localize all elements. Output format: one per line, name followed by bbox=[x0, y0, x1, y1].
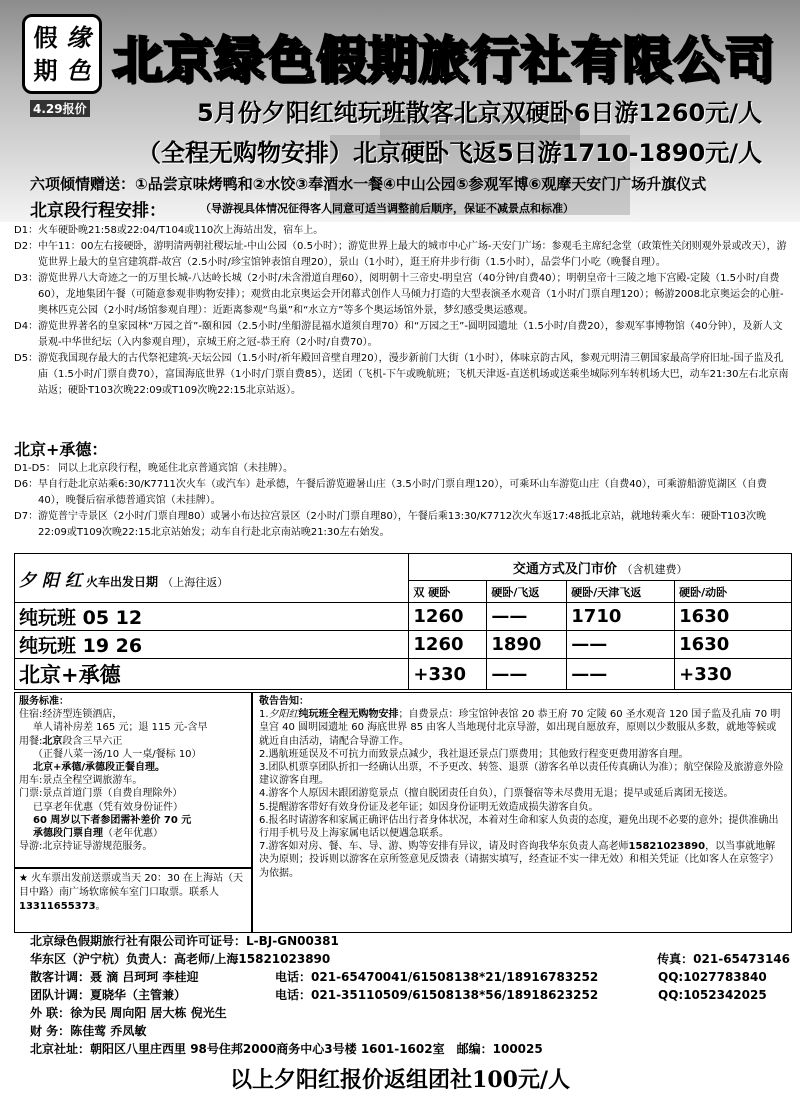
day-label: D4： bbox=[14, 321, 39, 332]
train-date-label: 火车出发日期 bbox=[86, 574, 159, 589]
tickets-title: 交通方式及门市价 bbox=[512, 561, 617, 577]
notice-item: 5.提醒游客带好有效身份证及老年证；如因身份证明无效造成损失游客自负。 bbox=[259, 801, 599, 813]
notice-text: ；自费景点：珍宝馆钟表馆 20 恭王府 70 定陵 60 圣水观音 120 国子监及孔庙 70 明皇宫 40 圆明园遗址 60 海底世界 85 由客人当地现付北京导游，如出现自愿放弃，原则以少数服从多数，就地等候或就近自由活动，请配合导游工作。 bbox=[259, 709, 781, 747]
column-header: 硬卧/动卧 bbox=[675, 581, 792, 603]
finance-label: 财 务： bbox=[30, 1024, 71, 1038]
scatter-label: 散客计调： bbox=[30, 970, 91, 984]
standards-part: 用餐: bbox=[19, 735, 43, 747]
star-icon: ★ bbox=[19, 873, 28, 884]
standards-part: 承德段门票自理 bbox=[33, 828, 103, 840]
notice-item: 6.报名时请游客和家属正确评估出行者身体状况，本着对生命和家人负责的态度，避免出现不必要的意外；提供准确出行用手机号及上海家属电话以便遇急联系。 bbox=[259, 814, 779, 840]
fax-label: 传真： bbox=[657, 952, 694, 966]
notice-text: 7.游客如对房、餐、车、导、游、购等安排有异议，请及时咨询我华东负责人高老师 bbox=[259, 841, 629, 853]
beijing-itinerary-heading: 北京段行程安排： bbox=[30, 201, 166, 221]
scatter-names: 聂 滴 吕珂珂 李桂迎 bbox=[90, 970, 199, 984]
notice-item bbox=[259, 840, 785, 880]
notice-text: ，以当事就地解决为原则；投诉则以游客在京所签意见反馈表（请据实填写，经查证不实一律无效）和相关凭证（比如客人在京签字）为依据。 bbox=[259, 841, 779, 879]
column-header: 双 硬卧 bbox=[409, 581, 487, 603]
row-name: 纯玩班 05 12 bbox=[15, 603, 409, 631]
group-qq: QQ:1052342025 bbox=[658, 988, 767, 1002]
day-text: 早自行赴北京站乘6:30/K7711次火车（或汽车）赴承德，午餐后游览避暑山庄（3.5小时/门票自理120），可乘环山车游览山庄（自费40），可乘游船游览湖区（自费40），晚餐后宿承德普通宾馆（未挂牌）。 bbox=[38, 479, 767, 506]
standards-line: 门票:景点首道门票（自费自理除外） bbox=[19, 788, 183, 800]
day-text: 游览我国现存最大的古代祭祀建筑-天坛公园（1.5小时/祈年殿回音壁自理20），漫步新前门大街（1小时），体味京韵古风，参观元明清三朝国家最高学府旧址-国子监及孔庙（1.5小时/门票自费70），富国海底世界（1小时/门票自费85），送团（飞机-下午或晚航班；飞机天津返-直送机场或送乘坐城际列车转机场大巴，动车21:30左右北京南站返；硬卧T103次晚22:09或T109次晚22:15北京站返）。 bbox=[38, 353, 789, 396]
phone-label: 电话： bbox=[275, 970, 312, 984]
day-label: D6： bbox=[14, 479, 39, 490]
standards-part: 北京 bbox=[42, 735, 63, 747]
day-text: 游览世界八大奇迹之一的万里长城-八达岭长城（2小时/未含滑道自理60），阅明朝十三帝史-明皇宫（40分钟/自费40）；明朝皇帝十三陵之地下宫殿-定陵（1.5小时/自费60），龙地集团午餐（可随意参观非购物安排）；观赏由北京奥运会开闭幕式创作人马倾力打造的大型表演圣水观音（1小时/门票自理120）；畅游2008北京奥运会的心脏-奥林匹克公园（2小时/场馆参观自理）：近距离参观“鸟巢”和“水立方”等多个奥运场馆外景，梦幻感受奥运感观。 bbox=[38, 273, 784, 316]
standards-line bbox=[19, 735, 247, 748]
column-header: 硬卧/天津飞返 bbox=[567, 581, 675, 603]
itinerary-day bbox=[14, 271, 792, 319]
footer-row bbox=[30, 1040, 790, 1058]
price-cell: —— bbox=[567, 631, 675, 659]
east-label: 华东区（沪宁杭）负责人： bbox=[30, 952, 175, 966]
chengde-itinerary bbox=[14, 461, 792, 541]
phone-number: 021-65470041/61508138*21/18916783252 bbox=[311, 970, 599, 984]
tour-subtitle-2: （全程无购物安排）北京硬卧飞返5日游1710-1890元/人 bbox=[136, 139, 762, 167]
standards-part: （老年优惠） bbox=[103, 828, 163, 840]
standards-line: 60 周岁以下者参团需补差价 70 元 bbox=[33, 814, 192, 826]
day-label: D1： bbox=[14, 225, 39, 236]
sunset-brand: 夕阳红 bbox=[268, 709, 299, 721]
company-title: 北京绿色假期旅行社有限公司 bbox=[112, 31, 775, 89]
footer-row bbox=[30, 1022, 790, 1040]
price-table bbox=[14, 553, 792, 690]
phone-label: 电话： bbox=[275, 988, 312, 1002]
logo-char: 色 bbox=[66, 55, 91, 85]
address: 朝阳区八里庄西里 98号住邦2000商务中心3号楼 1601-1602室 bbox=[90, 1042, 445, 1056]
sunset-brand: 夕 阳 红 bbox=[19, 570, 82, 591]
standards-line bbox=[19, 827, 247, 840]
beijing-itinerary bbox=[14, 223, 792, 399]
price-cell: +330 bbox=[409, 659, 487, 690]
scatter-qq: QQ:1027783840 bbox=[658, 970, 767, 984]
notice-item: 3.团队机票享团队折扣一经确认出票，不予更改、转签、退票（游客名单以责任传真确认为准）；航空保险及旅游意外险建议游客自理。 bbox=[259, 762, 784, 787]
day-text: 游览普宁寺景区（2小时/门票自理80）或暑小布达拉宫景区（2小时/门票自理80），午餐后乘13:30/K7712次火车返17:48抵北京站，就地转乘火车：硬卧T103次晚22:09或T109次晚22:15北京站始发；动车自行赴北京南站晚21:30左右始发。 bbox=[38, 511, 767, 538]
license-label: 北京绿色假期旅行社有限公司许可证号： bbox=[30, 934, 247, 948]
group-label: 团队计调： bbox=[30, 988, 91, 1002]
row-name: 纯玩班 19 26 bbox=[15, 631, 409, 659]
notice-item bbox=[259, 708, 785, 748]
east-person: 高老师/上海15821023890 bbox=[174, 952, 331, 966]
price-date: 4.29报价 bbox=[30, 100, 90, 117]
itinerary-day bbox=[14, 509, 792, 541]
price-cell: +330 bbox=[675, 659, 792, 690]
price-cell: 1630 bbox=[675, 603, 792, 631]
footer-row bbox=[30, 950, 790, 968]
notice-item: 4.游客个人原因未跟团游览景点（擅自脱团责任自负），门票餐宿等未尽费用无退；提早或延后离团无接送。 bbox=[259, 788, 734, 800]
day-label: D5： bbox=[14, 353, 39, 364]
scatter-planner bbox=[30, 968, 275, 986]
fax bbox=[657, 950, 790, 968]
group-phone bbox=[275, 986, 658, 1004]
train-date-header bbox=[15, 554, 409, 603]
logo-char: 假 bbox=[33, 22, 58, 52]
scatter-phone bbox=[275, 968, 658, 986]
price-cell: 1630 bbox=[675, 631, 792, 659]
notices bbox=[252, 692, 792, 933]
standards-title: 服务标准： bbox=[19, 696, 69, 707]
standards-line: 用车:景点全程空调旅游车。 bbox=[19, 775, 143, 787]
itinerary-day bbox=[14, 461, 792, 477]
contact-phone: 13311655373 bbox=[19, 901, 96, 912]
license-number: L-BJ-GN00381 bbox=[246, 934, 339, 948]
day-label: D2： bbox=[14, 241, 39, 252]
notice-item: 2.遇航班延误及不可抗力而致景点减少，我社退还景点门票费用；其他致行程变更费用游客自理。 bbox=[259, 748, 689, 760]
group-names: 夏晓华（主管兼） bbox=[90, 988, 187, 1002]
standards-line: 住宿:经济型连锁酒店， bbox=[19, 709, 123, 721]
postcode: 100025 bbox=[492, 1042, 543, 1056]
standards-line: 单人请补房差 165 元；退 115 元-含早 bbox=[33, 722, 208, 734]
outside-names: 徐为民 周向阳 居大栋 倪光生 bbox=[70, 1006, 227, 1020]
column-header: 硬卧/飞返 bbox=[487, 581, 567, 603]
price-cell: 1260 bbox=[409, 603, 487, 631]
footer-row bbox=[30, 1004, 790, 1022]
standards-line: 北京+承德/承德段正餐自理。 bbox=[33, 762, 166, 774]
service-standards bbox=[14, 692, 252, 868]
east-manager bbox=[30, 950, 657, 968]
day-text: 游览世界著名的皇家园林“万园之首”-颐和园（2.5小时/坐船游昆福水道须自理70）和“万园之王”-圆明园遗址（1.5小时/自费20），参观军事博物馆（40分钟），及新人文景观-中华世纪坛（入内参观自理），京城王府之冠-恭王府（2小时/自费70）。 bbox=[38, 321, 783, 348]
row-name: 北京+承德 bbox=[15, 659, 409, 690]
footer-row bbox=[30, 986, 790, 1004]
footer-row bbox=[30, 968, 790, 986]
company-logo bbox=[22, 14, 102, 94]
logo-char: 缘 bbox=[66, 22, 91, 52]
address-label: 北京社址： bbox=[30, 1042, 91, 1056]
tickets-header bbox=[409, 554, 792, 581]
notice-number: 1. bbox=[259, 709, 269, 721]
day-text: 火车硬卧晚21:58或22:04/T104或110次上海站出发，宿车上。 bbox=[38, 225, 324, 236]
chengde-heading: 北京+承德： bbox=[14, 440, 108, 459]
table-row bbox=[15, 659, 792, 690]
gift-list: 六项倾情赠送：①品尝京味烤鸭和②水饺③奉酒水一餐④中山公园⑤参观军博⑥观摩天安门广场升旗仪式 bbox=[30, 175, 707, 193]
standards-line: 已享老年优惠（凭有效身份证件） bbox=[33, 801, 183, 813]
ticket-notice-text: 火车票出发前送票或当天 20：30 在上海站（天目中路）南广场软席候车室门口取票。联系人 bbox=[19, 873, 243, 898]
price-cell: —— bbox=[487, 603, 567, 631]
fax-number: 021-65473146 bbox=[693, 952, 790, 966]
itinerary-day bbox=[14, 351, 792, 399]
tickets-note: （含机建费） bbox=[621, 562, 688, 576]
price-table-header bbox=[15, 554, 792, 581]
price-cell: 1260 bbox=[409, 631, 487, 659]
standards-line: （正餐八菜一汤/10 人一桌/餐标 10） bbox=[33, 748, 202, 760]
logo-char: 期 bbox=[33, 55, 58, 85]
phone-number: 021-35110509/61508138*56/18918623252 bbox=[311, 988, 599, 1002]
group-planner bbox=[30, 986, 275, 1004]
contact-phone: 15821023890 bbox=[628, 841, 706, 853]
standards-part: 段含三早六正 bbox=[62, 735, 123, 747]
day-text: 中午11：00左右接硬卧，游明清两朝社稷坛址-中山公园（0.5小时）；游览世界上最大的城市中心广场-天安门广场：参观毛主席纪念堂（政策性关闭则观外景或改天），游览世界上最大的皇宫建筑群-故宫（2.5小时/珍宝馆钟表馆自理20），景山（1小时），逛王府井步行街（1.5小时），品尝华门小吃（晚餐自理）。 bbox=[38, 241, 787, 268]
price-cell: —— bbox=[567, 659, 675, 690]
price-cell: 1710 bbox=[567, 603, 675, 631]
itinerary-day bbox=[14, 239, 792, 271]
itinerary-day bbox=[14, 477, 792, 509]
table-row bbox=[15, 603, 792, 631]
rebate-line: 以上夕阳红报价返组团社100元/人 bbox=[230, 1067, 570, 1093]
itinerary-note: （导游视具体情况征得客人同意可适当调整前后顺序，保证不减景点和标准） bbox=[200, 202, 574, 215]
day-label: D3： bbox=[14, 273, 39, 284]
outside-label: 外 联： bbox=[30, 1006, 71, 1020]
notice-bold: 纯玩班全程无购物安排 bbox=[298, 709, 399, 721]
finance-names: 陈佳莺 乔凤敏 bbox=[70, 1024, 147, 1038]
train-ticket-notice bbox=[14, 868, 252, 933]
price-cell: 1890 bbox=[487, 631, 567, 659]
footer-contacts bbox=[30, 932, 790, 1058]
postcode-label: 邮编： bbox=[456, 1042, 493, 1056]
footer-row bbox=[30, 932, 790, 950]
day-label: D7： bbox=[14, 511, 39, 522]
notices-title: 敬告告知： bbox=[259, 696, 309, 707]
itinerary-day bbox=[14, 319, 792, 351]
header-banner bbox=[0, 0, 800, 222]
tour-subtitle-1: 5月份夕阳红纯玩班散客北京双硬卧6日游1260元/人 bbox=[197, 99, 762, 127]
train-date-sub: （上海往返） bbox=[162, 575, 229, 589]
day-text: 同以上北京段行程，晚延住北京普通宾馆（未挂牌）。 bbox=[58, 463, 293, 474]
standards-line: 导游:北京持证导游规范服务。 bbox=[19, 841, 153, 853]
ticket-notice-end: 。 bbox=[95, 901, 106, 912]
price-cell: —— bbox=[487, 659, 567, 690]
table-row bbox=[15, 631, 792, 659]
day-label: D1-D5： bbox=[14, 463, 56, 474]
itinerary-day bbox=[14, 223, 792, 239]
